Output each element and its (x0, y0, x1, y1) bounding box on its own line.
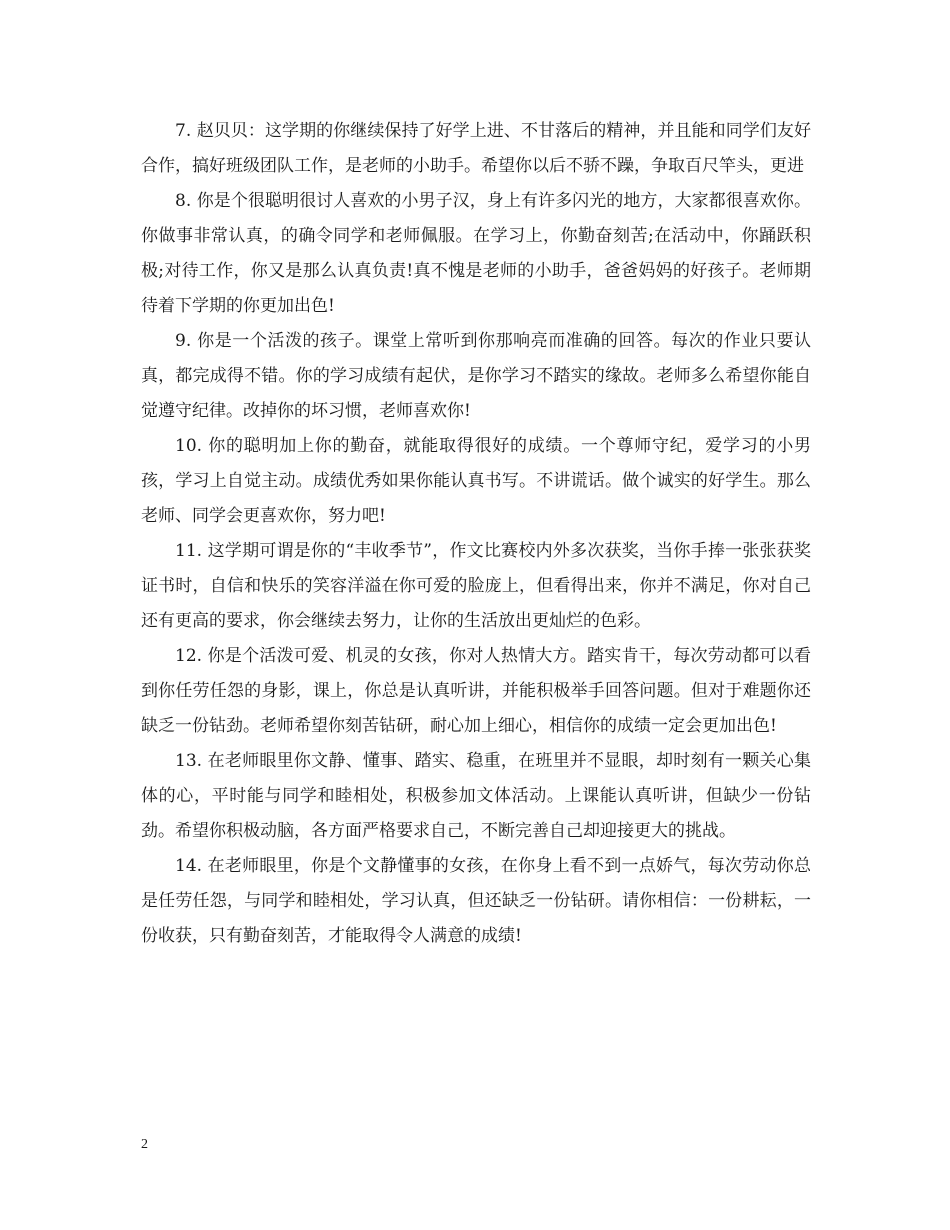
paragraph-12: 12. 你是个活泼可爱、机灵的女孩，你对人热情大方。踏实肯干，每次劳动都可以看到你任劳任怨的身影，课上，你总是认真听讲，并能积极举手回答问题。但对于难题你还缺乏一份钻劲。老师希望你刻苦钻研，耐心加上细心，相信你的成绩一定会更加出色! (141, 646, 811, 736)
paragraph-13: 13. 在老师眼里你文静、懂事、踏实、稳重，在班里并不显眼，却时刻有一颗关心集体的心，平时能与同学和睦相处，积极参加文体活动。上课能认真听讲，但缺少一份钻劲。希望你积极动脑，各方面严格要求自己，不断完善自己却迎接更大的挑战。 (141, 751, 811, 841)
page-number: 2 (141, 1137, 148, 1152)
paragraph-10: 10. 你的聪明加上你的勤奋，就能取得很好的成绩。一个尊师守纪，爱学习的小男孩，学习上自觉主动。成绩优秀如果你能认真书写。不讲谎话。做个诚实的好学生。那么老师、同学会更喜欢你，努力吧! (141, 436, 811, 526)
paragraph-9: 9. 你是一个活泼的孩子。课堂上常听到你那响亮而准确的回答。每次的作业只要认真，都完成得不错。你的学习成绩有起伏，是你学习不踏实的缘故。老师多么希望你能自觉遵守纪律。改掉你的坏习惯，老师喜欢你! (141, 331, 811, 421)
document-body (141, 114, 811, 954)
paragraph-8: 8. 你是个很聪明很讨人喜欢的小男子汉，身上有许多闪光的地方，大家都很喜欢你。你做事非常认真，的确令同学和老师佩服。在学习上，你勤奋刻苦;在活动中，你踊跃积极;对待工作，你又是那么认真负责!真不愧是老师的小助手，爸爸妈妈的好孩子。老师期待着下学期的你更加出色! (141, 191, 811, 316)
paragraph-7: 7. 赵贝贝：这学期的你继续保持了好学上进、不甘落后的精神，并且能和同学们友好合作，搞好班级团队工作，是老师的小助手。希望你以后不骄不躁，争取百尺竿头，更进 (141, 121, 811, 176)
paragraph-14: 14. 在老师眼里，你是个文静懂事的女孩，在你身上看不到一点娇气，每次劳动你总是任劳任怨，与同学和睦相处，学习认真，但还缺乏一份钻研。请你相信：一份耕耘，一份收获，只有勤奋刻苦，才能取得令人满意的成绩! (141, 856, 811, 946)
paragraph-11: 11. 这学期可谓是你的“丰收季节”，作文比赛校内外多次获奖，当你手捧一张张获奖证书时，自信和快乐的笑容洋溢在你可爱的脸庞上，但看得出来，你并不满足，你对自己还有更高的要求，你会继续去努力，让你的生活放出更灿烂的色彩。 (141, 541, 811, 631)
